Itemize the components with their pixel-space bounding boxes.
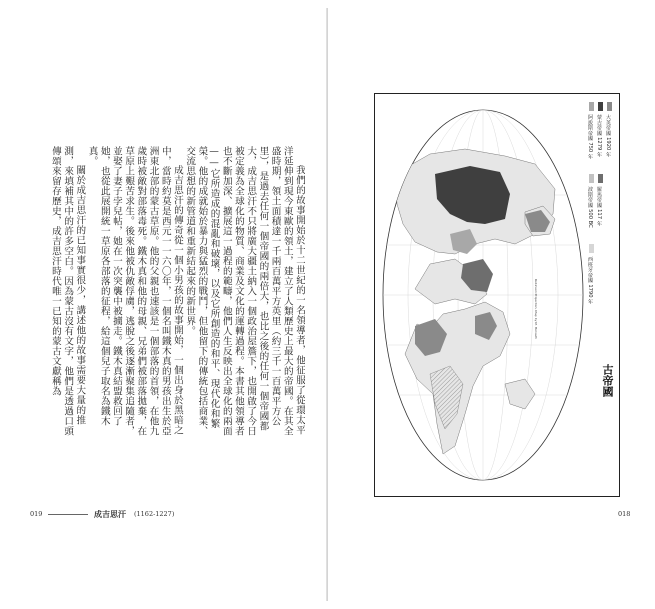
running-title-years: (1162-1227) [134,510,175,518]
paragraph: 關於成吉思汗的已知事實很少，講述他的故事需要大量的推測，來填補其中的許多空白。因為蒙古沒有文字，他們是透過口頭傳頌來留存歷史，成吉思汗時代唯一已知的蒙古文獻稱為 [49,146,86,436]
legend-item [587,102,594,159]
book-spread [8,8,647,601]
world-map [374,93,620,497]
legend-years: 1790 年 [587,284,593,305]
legend-label: 波斯帝國 [587,186,593,208]
paragraph: 成吉思汗的傳奇從一個小男孩的故事開始，一個出身於黑暗之中，當時約莫是西元一一六〇年，一個名叫鐵木真的男孩出生於亞洲東北部的蒙古草原。他的父親也速該是一個部落的首領，在他九歲時被敵對部落毒死。鐵木真和他的母親、兄弟們被部落拋棄，在草原上艱苦求生。後來他被仇敵俘虜，逃脫之後逐漸聚集追隨者，並娶了妻子孛兒帖，她在一次突襲中被擄走。鐵木真結盟救回了她，也從此展開統一草原各部落的征程，給這個兒子取名為鐵木真。 [86,146,183,436]
right-page [328,8,647,601]
legend-item [596,102,603,157]
running-title: 成吉思汗 [94,509,126,519]
legend-swatch [607,102,612,111]
page-number: 018 [618,510,631,518]
map-graphic [375,94,619,496]
legend-years: 750 年 [587,142,593,160]
legend-swatch [598,102,603,111]
legend-label: 大英帝國 [605,114,611,136]
body-text [30,146,305,441]
legend-label: 阿拔斯帝國 [587,114,593,141]
map-title: 古帝國 [601,364,614,397]
footer-rule [48,514,88,515]
legend-swatch [589,244,594,253]
legend-label: 蒙古帝國 [596,114,602,136]
legend-label: 羅馬帝國 [596,186,602,208]
legend-item [596,174,603,226]
legend-swatch [589,174,594,183]
paragraph: 我們的故事開始於十二世紀的一名領導者，他征服了從環太平洋延伸到現今東歐的領土，建立了人類歷史上最大的帝國。在其全盛時期，領土面積達一千兩百萬平方英里（約三千一百萬平方公里），是過去任何一個帝國的兩倍大，也比之後的任何一個帝國都大，成吉思汗不只將廣大疆土納入一個政治屋簷下，也開啟了今日被定義為全球化的物質、商業及文化的運轉過程。本書其他領導者也不斷加深、擴展這一過程的範疇，他們人生反映出全球化的兩面——它所造成的混亂和破壞，以及它所創造的和平、現代化和繁榮。他的成就始於暴力與猛烈的戰鬥，但他留下的傳統包括商業、交流思想的新管道和重新結起來的新世界。 [184,146,305,436]
left-page [8,8,327,601]
legend-years: 500 BC [587,209,593,228]
legend-swatch [598,174,603,183]
legend-years: 117 年 [596,209,602,226]
legend-label: 西班牙帝國 [587,256,593,283]
page-number: 019 [30,510,43,518]
legend-item [605,102,612,157]
legend-item [587,244,594,304]
legend-years: 1920 年 [605,137,611,158]
legend-swatch [589,102,594,111]
map-credit: Robinson Projection, Map by M. Horvath [534,279,538,339]
legend-years: 1279 年 [596,137,602,158]
legend-item [587,174,594,228]
